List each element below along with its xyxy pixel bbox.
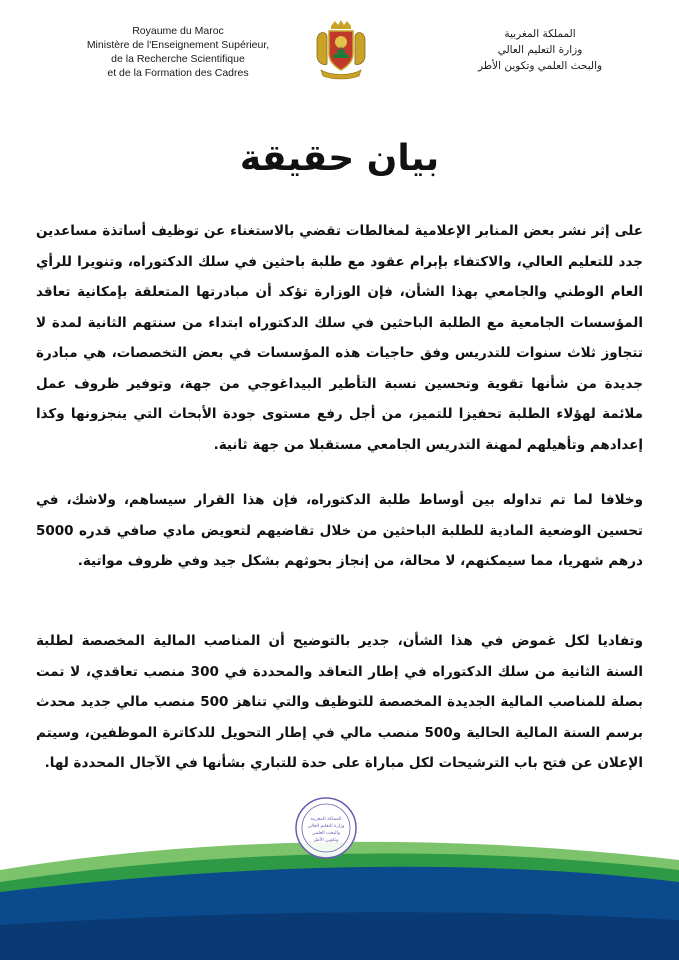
stamp-line-1: المملكة المغربية <box>310 817 342 822</box>
letterhead-arabic <box>440 26 640 74</box>
ministry-stamp-icon <box>293 795 359 861</box>
stamp-line-3: والبحث العلمي <box>311 831 341 836</box>
paragraph-1: على إثر نشر بعض المنابر الإعلامية لمغالطات تقضي بالاستغناء عن توظيف أساتذة مساعدين جدد للتعليم العالي، والاكتفاء بإبرام عقود مع طلبة باحثين في سلك الدكتوراه، وتنويرا للرأي العام الوطني والجامعي بهذا الشأن، فإن الوزارة تؤكد أن مبادرتها المتعلقة بإمكانية تعاقد المؤسسات الجامعية مع الطلبة الباحثين في سلك الدكتوراه ابتداء من سنتهم الثانية لمدة لا تتجاوز ثلاث سنوات للتدريس وفق حاجيات هذه المؤسسات في بعض التخصصات، هي مبادرة جديدة من شأنها تقوية وتحسين نسبة التأطير البيداغوجي من جهة، وتوفير ظروف عمل ملائمة لهؤلاء الطلبة تحفيزا للتميز، من أجل رفع مستوى جودة الأبحاث التي ينجزونها وكذا إعدادهم وتأهيلهم لمهنة التدريس الجامعي مستقبلا من جهة ثانية. <box>36 223 643 453</box>
moroccan-coat-of-arms-icon <box>313 18 369 82</box>
stamp-line-2: وزارة التعليم العالي <box>307 824 345 829</box>
paragraph-2: وخلافا لما تم تداوله بين أوساط طلبة الدكتوراه، فإن هذا القرار سيساهم، ولاشك، في تحسين الوضعية المادية للطلبة الباحثين من خلال تقاضيهم لتعويض مادي صافي قدره 5000 درهم شهريا، مما سيمكنهم، لا محالة، من إنجاز بحوثهم بشكل جيد وفي ظروف مواتية. <box>36 492 643 569</box>
fr-ministry: Ministère de l'Enseignement Supérieur, <box>86 39 270 51</box>
ar-ministry: وزارة التعليم العالي <box>497 44 583 56</box>
ar-kingdom: المملكة المغربية <box>504 28 576 40</box>
letterhead-french <box>78 24 278 80</box>
letterhead <box>0 0 679 110</box>
fr-training: et de la Formation des Cadres <box>107 67 249 79</box>
ar-research: والبحث العلمي وتكوين الأطر <box>477 60 603 72</box>
paragraph-3: وتفاديا لكل غموض في هذا الشأن، جدير بالتوضيح أن المناصب المالية المخصصة لطلبة السنة الثانية من سلك الدكتوراه في إطار التعاقد والمحددة في 300 منصب تعاقدي، لا تمت بصلة للمناصب المالية الجديدة المخصصة للتوظيف والتي تناهز 500 منصب مالي جديد محدث برسم السنة المالية الحالية و500 منصب مالي في إطار التحويل للدكاترة الموظفين، وسيتم الإعلان عن فتح باب الترشيحات لكل مباراة على حدة للتباري بشأنها في الآجال المحددة لها. <box>36 633 644 771</box>
fr-kingdom: Royaume du Maroc <box>132 25 224 37</box>
document-title: بيان حقيقة <box>239 138 440 179</box>
fr-research: de la Recherche Scientifique <box>111 53 245 65</box>
stamp-line-4: وتكوين الأطر <box>313 838 339 843</box>
